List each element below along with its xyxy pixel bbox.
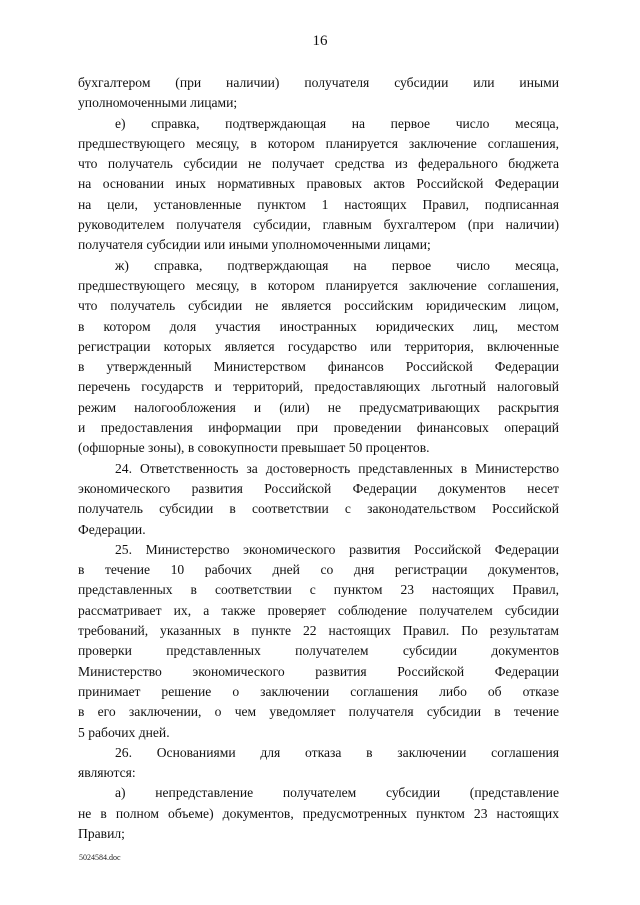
text-line: в его заключении, о чем уведомляет получателя субсидии в течение — [78, 704, 559, 720]
text-line: в котором доля участия иностранных юридических лиц, местом — [78, 318, 559, 334]
text-line: в утвержденный Министерством финансов Российской Федерации — [78, 359, 559, 375]
text-line: 24. Ответственность за достоверность представленных в Министерство — [115, 460, 559, 476]
text-line: являются: — [78, 765, 136, 781]
body-text — [78, 73, 559, 844]
text-line: уполномоченными лицами; — [78, 95, 238, 111]
text-line: 26. Основаниями для отказа в заключении соглашения — [115, 744, 559, 760]
text-line: регистрации которых является государство или территория, включенные — [78, 338, 559, 354]
text-line: предшествующего месяцу, в котором планируется заключение соглашения, — [78, 277, 559, 293]
text-line: ж) справка, подтверждающая на первое число месяца, — [115, 257, 559, 273]
text-line: что получатель субсидии не является российским юридическим лицом, — [78, 298, 559, 314]
text-line: представленных в соответствии с пунктом 23 настоящих Правил, — [78, 582, 559, 598]
text-line: и предоставления информации при проведении финансовых операций — [78, 420, 559, 436]
text-line: на основании иных нормативных правовых актов Российской Федерации — [78, 176, 559, 192]
text-line: требований, указанных в пункте 22 настоящих Правил. По результатам — [78, 623, 559, 639]
text-line: принимает решение о заключении соглашения либо об отказе — [78, 683, 559, 699]
text-line: Правил; — [78, 825, 125, 841]
text-line: Федерации. — [78, 521, 146, 537]
text-line: не в полном объеме) документов, предусмотренных пунктом 23 настоящих — [78, 805, 559, 821]
text-line: в течение 10 рабочих дней со дня регистрации документов, — [78, 562, 559, 578]
text-line: 5 рабочих дней. — [78, 724, 170, 740]
text-line: предшествующего месяцу, в котором планируется заключение соглашения, — [78, 135, 559, 151]
text-line: получателя субсидии или иными уполномоченными лицами; — [78, 237, 431, 253]
text-line: Министерство экономического развития Российской Федерации — [78, 663, 559, 679]
text-line: руководителем получателя субсидии, главным бухгалтером (при наличии) — [78, 217, 559, 233]
text-line: е) справка, подтверждающая на первое число месяца, — [115, 115, 559, 131]
page-number: 16 — [312, 33, 328, 49]
text-line: (офшорные зоны), в совокупности превышает 50 процентов. — [78, 440, 430, 456]
text-line: бухгалтером (при наличии) получателя субсидии или иными — [78, 75, 559, 90]
text-line: на цели, установленные пунктом 1 настоящих Правил, подписанная — [78, 196, 559, 212]
text-line: 25. Министерство экономического развития Российской Федерации — [115, 541, 559, 557]
text-line: перечень государств и территорий, предоставляющих льготный налоговый — [78, 379, 559, 395]
text-line: что получатель субсидии не получает средства из федерального бюджета — [78, 156, 559, 172]
footer-filename: 5024584.doc — [79, 853, 121, 862]
text-line: проверки представленных получателем субсидии документов — [78, 643, 559, 659]
text-line: режим налогообложения и (или) не предусматривающих раскрытия — [78, 399, 559, 415]
text-line: получатель субсидии в соответствии с законодательством Российской — [78, 501, 559, 517]
text-line: экономического развития Российской Федерации документов несет — [78, 480, 559, 496]
text-line: рассматривает их, а также проверяет соблюдение получателем субсидии — [78, 602, 559, 618]
text-line: а) непредставление получателем субсидии (представление — [115, 785, 559, 801]
